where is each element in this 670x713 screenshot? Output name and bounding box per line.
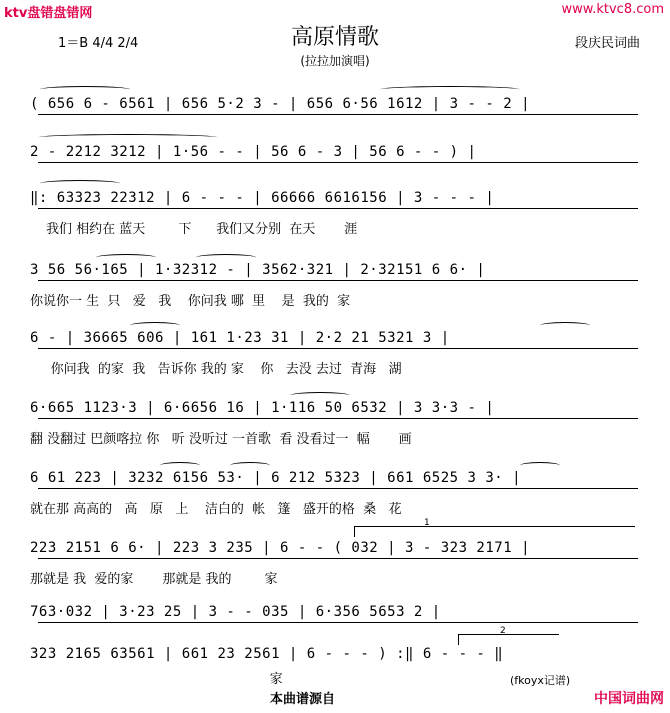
slur	[38, 134, 218, 141]
lyrics-line-5: 你问我 的家 我 告诉你 我的 家 你 去没 去过 青海 湖	[30, 362, 402, 377]
underline	[38, 208, 638, 209]
slur	[196, 254, 256, 261]
volta-1	[354, 526, 635, 537]
watermark-left: ktv盘错盘错网	[4, 6, 93, 21]
credits: 段庆民词曲	[574, 36, 640, 51]
key-signature: 1＝B 4/4 2/4	[58, 36, 139, 51]
underline	[38, 280, 638, 281]
score-line-7: 6 61 223 | 3232 6156 53· | 6 212 5323 | 661 6525 3 3· |	[30, 470, 522, 486]
slur	[40, 86, 130, 93]
lyrics-line-8: 那就是 我 爱的家 那就是 我的 家	[30, 572, 278, 587]
volta-1-number: 1	[424, 518, 430, 528]
score-line-9: 763·032 | 3·23 25 | 3 - - 035 | 6·356 5653 2 |	[30, 604, 441, 620]
underline	[38, 348, 638, 349]
slur	[230, 462, 270, 469]
volta-2-number: 2	[500, 626, 506, 636]
score-line-6: 6·665 1123·3 | 6·6656 16 | 1·116 50 6532 | 3 3·3 - |	[30, 400, 495, 416]
underline	[38, 622, 638, 623]
score-line-1: ( 656 6 - 6561 | 656 5·2 3 - | 656 6·56 1612 | 3 - - 2 |	[30, 96, 531, 112]
volta-2	[458, 634, 559, 645]
song-subtitle: (拉拉加演唱)	[300, 54, 370, 68]
lyrics-line-3: 我们 相约在 蓝天 下 我们又分别 在天 涯	[46, 222, 358, 237]
underline	[38, 488, 638, 489]
slur	[40, 180, 120, 187]
score-line-2: 2 - 2212 3212 | 1·56 - - | 56 6 - 3 | 56 6 - - ) |	[30, 144, 477, 160]
lyrics-line-4: 你说你一 生 只 爱 我 你问我 哪 里 是 我的 家	[30, 294, 351, 309]
source-note: 本曲谱源自	[270, 692, 336, 707]
watermark-right: www.ktvc8.com	[561, 2, 664, 17]
source-site: 中国词曲网	[594, 691, 664, 707]
slur	[160, 462, 200, 469]
underline	[38, 418, 638, 419]
underline	[38, 162, 638, 163]
underline	[38, 558, 638, 559]
score-line-10: 323 2165 63561 | 661 23 2561 | 6 - - - ) :‖ 6 - - - ‖	[30, 646, 504, 662]
song-title: 高原情歌	[290, 25, 379, 50]
score-line-3: ‖: 63323 22312 | 6 - - - | 66666 6616156 | 3 - - - |	[30, 190, 495, 206]
lyrics-line-6: 翻 没翻过 巴颜喀拉 你 听 没听过 一首歌 看 没看过一 幅 画	[30, 432, 412, 447]
scribe-note: (fkoyx记谱)	[510, 674, 571, 687]
score-line-8: 223 2151 6 6· | 223 3 235 | 6 - - ( 032 | 3 - 323 2171 |	[30, 540, 531, 556]
score-line-5: 6 - | 36665 606 | 161 1·23 31 | 2·2 21 5321 3 |	[30, 330, 450, 346]
score-line-4: 3 56 56·165 | 1·32312 - | 3562·321 | 2·32151 6 6· |	[30, 262, 486, 278]
slur	[520, 462, 560, 469]
slur	[96, 254, 156, 261]
slur	[290, 392, 350, 399]
slur	[540, 322, 590, 329]
underline	[38, 114, 638, 115]
slur	[130, 322, 180, 329]
lyrics-line-10: 家	[30, 672, 283, 687]
lyrics-line-7: 就在那 高高的 高 原 上 洁白的 帐 篷 盛开的格 桑 花	[30, 502, 402, 517]
slur	[380, 86, 520, 93]
